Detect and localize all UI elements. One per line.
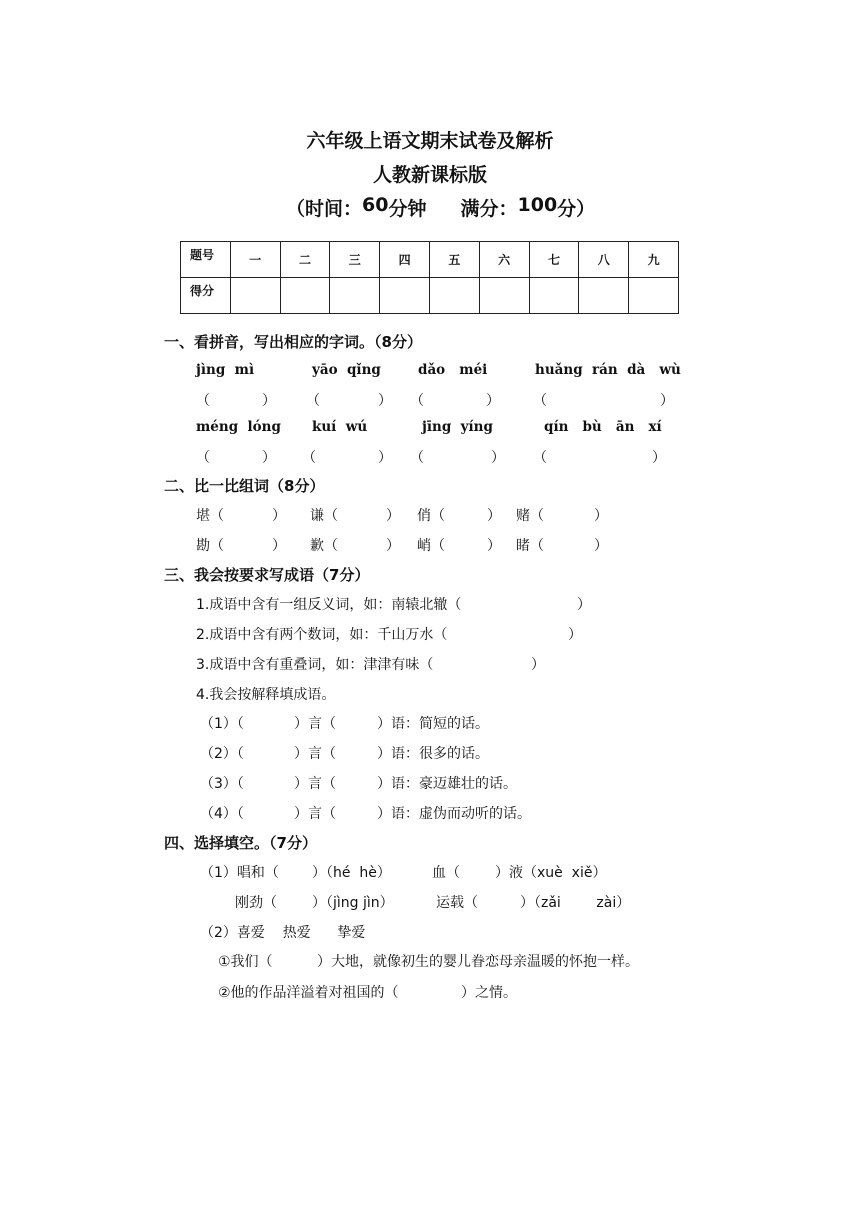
pinyin-item: jīng yíng <box>422 419 493 435</box>
table-header-cell: 二 <box>280 242 330 278</box>
table-header-cell: 七 <box>529 242 579 278</box>
sentence-text: ②他的作品洋溢着对祖国的（ <box>218 985 399 1001</box>
answer-close-paren: ） <box>378 450 392 466</box>
sentence-text: ）大地，就像初生的婴儿眷恋母亲温暖的怀抱一样。 <box>317 954 639 970</box>
choice-text: 血（ <box>432 865 460 881</box>
answer-open-paren: （ <box>196 393 210 409</box>
compare-char-item: 堪（ <box>196 508 224 524</box>
time-value: 60 <box>362 194 389 216</box>
choice-text: ）（zǎi zài） <box>520 895 631 911</box>
answer-close-paren: ） <box>577 597 591 613</box>
question-text: 4.我会按解释填成语。 <box>196 687 336 703</box>
answer-open-paren: （ <box>410 450 424 466</box>
answer-close-paren: ） <box>491 450 505 466</box>
idiom-tail: ）语：简短的话。 <box>377 716 489 732</box>
compare-char-item: 赌（ <box>516 508 544 524</box>
score-cell[interactable] <box>479 278 529 314</box>
answer-close-paren: ） <box>386 538 400 554</box>
table-header-cell: 一 <box>230 242 280 278</box>
score-value: 100 <box>517 194 558 216</box>
answer-close-paren: ） <box>652 450 666 466</box>
idiom-tail: ）语：豪迈雄壮的话。 <box>377 776 517 792</box>
sentence-text: ①我们（ <box>218 954 273 970</box>
sentence-text: ）之情。 <box>461 985 517 1001</box>
pinyin-item: huǎng rán dà wù <box>535 362 681 378</box>
answer-open-paren: （ <box>533 450 547 466</box>
score-cell[interactable] <box>529 278 579 314</box>
table-row <box>181 242 679 278</box>
table-header-cell: 五 <box>429 242 479 278</box>
time-unit: 分钟 <box>388 198 427 220</box>
page-title: 六年级上语文期末试卷及解析 <box>306 130 554 152</box>
compare-char-item: 勘（ <box>196 538 224 554</box>
answer-close-paren: ） <box>568 627 582 643</box>
answer-close-paren: ） <box>594 508 608 524</box>
answer-close-paren: ） <box>487 538 501 554</box>
table-header-cell: 八 <box>579 242 629 278</box>
score-cell[interactable] <box>280 278 330 314</box>
answer-close-paren: ） <box>594 538 608 554</box>
idiom-mid: ）言（ <box>294 806 336 822</box>
pinyin-item: kuí wú <box>312 419 368 435</box>
idiom-mid: ）言（ <box>294 716 336 732</box>
idiom-mid: ）言（ <box>294 776 336 792</box>
answer-open-paren: （ <box>196 450 210 466</box>
answer-open-paren: （ <box>533 393 547 409</box>
answer-open-paren: （ <box>302 450 316 466</box>
answer-close-paren: ） <box>272 508 286 524</box>
score-prefix: 满分： <box>460 198 518 220</box>
choice-text: ）液（xuè xiě） <box>495 865 607 881</box>
pinyin-item: yāo qǐng <box>312 362 381 378</box>
answer-close-paren: ） <box>262 393 276 409</box>
compare-char-item: 峭（ <box>417 538 445 554</box>
table-row-label: 得分 <box>181 278 231 314</box>
section-1-heading: 一、看拼音，写出相应的字词。（8分） <box>164 333 422 351</box>
section-4-heading: 四、选择填空。（7分） <box>164 834 317 852</box>
pinyin-item: dǎo méi <box>418 362 488 378</box>
time-prefix: （时间： <box>286 198 363 220</box>
answer-close-paren: ） <box>660 393 674 409</box>
question-text: 1.成语中含有一组反义词，如：南辕北辙（ <box>196 597 462 613</box>
score-cell[interactable] <box>380 278 430 314</box>
exam-info <box>286 194 595 221</box>
idiom-mid: ）言（ <box>294 746 336 762</box>
answer-close-paren: ） <box>486 393 500 409</box>
question-text: 3.成语中含有重叠词，如：津津有味（ <box>196 657 434 673</box>
answer-close-paren: ） <box>487 508 501 524</box>
answer-close-paren: ） <box>262 450 276 466</box>
word-choices: （2）喜爱 热爱 挚爱 <box>200 925 366 941</box>
idiom-num: （3）（ <box>200 776 244 792</box>
idiom-tail: ）语：很多的话。 <box>377 746 489 762</box>
idiom-num: （1）（ <box>200 716 244 732</box>
table-header-cell: 四 <box>380 242 430 278</box>
section-3-heading: 三、我会按要求写成语（7分） <box>164 566 370 584</box>
answer-open-paren: （ <box>410 393 424 409</box>
table-header-cell: 九 <box>629 242 679 278</box>
score-cell[interactable] <box>429 278 479 314</box>
section-2-heading: 二、比一比组词（8分） <box>164 477 325 495</box>
pinyin-item: méng lóng <box>196 419 281 435</box>
compare-char-item: 歉（ <box>310 538 338 554</box>
score-cell[interactable] <box>330 278 380 314</box>
table-row <box>181 278 679 314</box>
answer-close-paren: ） <box>272 538 286 554</box>
score-table <box>180 241 679 314</box>
choice-text: ）（jìng jìn） <box>312 895 394 911</box>
idiom-num: （2）（ <box>200 746 244 762</box>
answer-close-paren: ） <box>378 393 392 409</box>
table-header-cell: 题号 <box>181 242 231 278</box>
compare-char-item: 俏（ <box>417 508 445 524</box>
answer-close-paren: ） <box>531 657 545 673</box>
choice-text: 刚劲（ <box>235 895 277 911</box>
compare-char-item: 谦（ <box>310 508 338 524</box>
choice-text: ）（hé hè） <box>312 865 391 881</box>
table-header-cell: 六 <box>479 242 529 278</box>
pinyin-item: jìng mì <box>196 362 255 378</box>
score-cell[interactable] <box>629 278 679 314</box>
score-cell[interactable] <box>230 278 280 314</box>
answer-close-paren: ） <box>386 508 400 524</box>
question-text: 2.成语中含有两个数词，如：千山万水（ <box>196 627 448 643</box>
score-unit: 分） <box>557 198 596 220</box>
compare-char-item: 睹（ <box>516 538 544 554</box>
idiom-tail: ）语：虚伪而动听的话。 <box>377 806 531 822</box>
score-cell[interactable] <box>579 278 629 314</box>
answer-open-paren: （ <box>306 393 320 409</box>
choice-text: 运载（ <box>436 895 478 911</box>
page-subtitle: 人教新课标版 <box>372 164 487 186</box>
table-header-cell: 三 <box>330 242 380 278</box>
idiom-num: （4）（ <box>200 806 244 822</box>
pinyin-item: qín bù ān xí <box>544 419 662 435</box>
choice-text: （1）唱和（ <box>200 865 279 881</box>
